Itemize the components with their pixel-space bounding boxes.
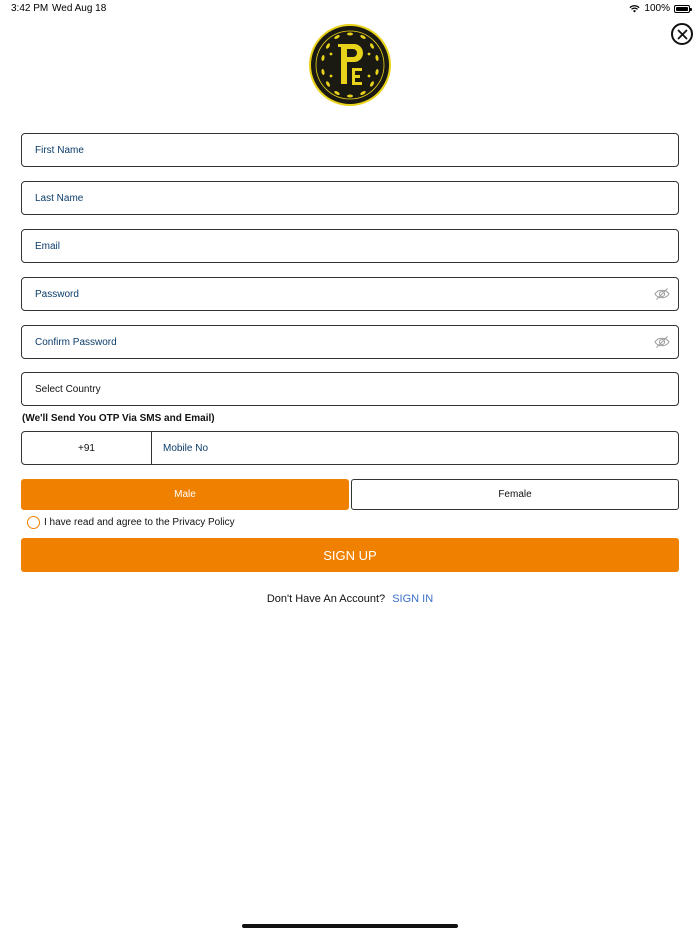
wifi-icon	[629, 5, 640, 13]
last-name-field[interactable]	[21, 181, 679, 215]
first-name-field[interactable]	[21, 133, 679, 167]
first-name-input[interactable]	[22, 134, 678, 166]
email-field[interactable]	[21, 229, 679, 263]
confirm-password-input[interactable]	[22, 326, 678, 358]
home-indicator	[242, 924, 458, 928]
country-code-button[interactable]	[22, 432, 152, 464]
close-button[interactable]	[671, 23, 693, 45]
gender-male-button[interactable]	[21, 479, 349, 510]
password-input[interactable]	[22, 278, 678, 310]
country-code-label: +91	[78, 442, 95, 454]
eye-icon[interactable]	[654, 287, 670, 301]
phone-field	[21, 431, 679, 465]
mobile-field[interactable]	[152, 432, 678, 464]
last-name-input[interactable]	[22, 182, 678, 214]
otp-note: (We'll Send You OTP Via SMS and Email)	[22, 413, 215, 424]
country-select-label: Select Country	[35, 383, 101, 395]
mobile-input[interactable]	[152, 432, 678, 464]
account-prompt-text: Don't Have An Account?	[266, 593, 386, 605]
gender-female-label: Female	[498, 489, 532, 500]
eye-icon[interactable]	[654, 335, 670, 349]
agree-radio[interactable]	[27, 516, 40, 529]
status-time: 3:42 PM	[11, 3, 49, 14]
logo	[309, 24, 391, 106]
privacy-agreement	[27, 516, 235, 529]
confirm-password-field[interactable]	[21, 325, 679, 359]
status-date: Wed Aug 18	[52, 3, 107, 14]
signup-label: SIGN UP	[323, 547, 377, 563]
battery-icon	[674, 5, 690, 13]
signin-link[interactable]: SIGN IN	[392, 593, 434, 605]
status-bar	[0, 0, 700, 18]
gender-female-button[interactable]	[351, 479, 679, 510]
status-indicators	[629, 3, 690, 14]
account-prompt	[0, 593, 700, 605]
battery-percent: 100%	[644, 3, 670, 14]
signup-button[interactable]	[21, 538, 679, 572]
gender-male-label: Male	[174, 489, 196, 500]
agree-label: I have read and agree to the Privacy Policy	[44, 517, 235, 528]
close-icon	[677, 29, 688, 40]
country-select[interactable]	[21, 372, 679, 406]
password-field[interactable]	[21, 277, 679, 311]
email-input[interactable]	[22, 230, 678, 262]
